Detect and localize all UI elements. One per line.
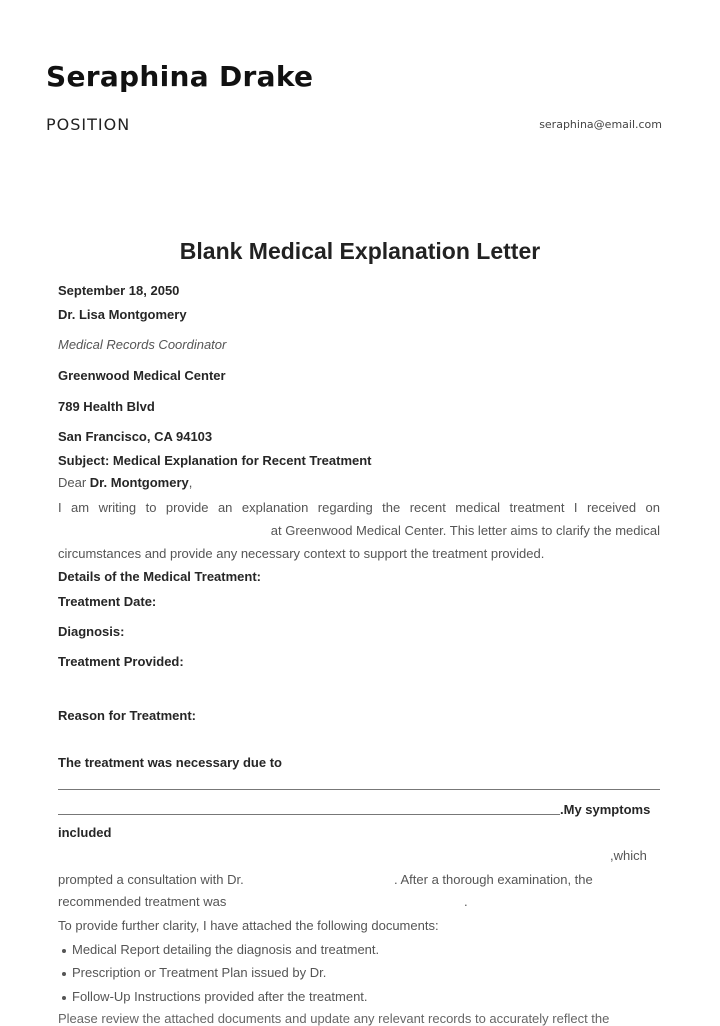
intro-line-3: circumstances and provide any necessary context to support the treatment provided. (58, 546, 545, 561)
which-text: ,which (610, 848, 647, 863)
treatment-date-label: Treatment Date: (58, 594, 157, 609)
letter-subject: Subject: Medical Explanation for Recent Treatment (58, 453, 372, 468)
intro-line-2: at Greenwood Medical Center. This letter aims to clarify the medical (270, 523, 660, 538)
address-line-1: 789 Health Blvd (58, 399, 155, 414)
salutation-prefix: Dear (58, 475, 90, 490)
bullet-icon (62, 949, 66, 953)
attachment-item: Medical Report detailing the diagnosis and treatment. (62, 942, 379, 957)
blank-line-1 (58, 789, 660, 790)
closing-paragraph: Please review the attached documents and update any relevant records to accurately reflect the (58, 1011, 610, 1026)
consult-prefix: prompted a consultation with Dr. (58, 872, 244, 887)
bullet-icon (62, 972, 66, 976)
intro-line-1: I am writing to provide an explanation regarding the recent medical treatment I received on (58, 500, 660, 515)
sender-name: Seraphina Drake (46, 60, 314, 93)
recipient-organization: Greenwood Medical Center (58, 368, 226, 383)
included-label: included (58, 825, 112, 840)
recommended-suffix: . (464, 894, 468, 909)
bullet-icon (62, 996, 66, 1000)
sender-email: seraphina@email.com (539, 118, 662, 131)
reason-label: Reason for Treatment: (58, 708, 196, 723)
attached-intro: To provide further clarity, I have attached the following documents: (58, 918, 439, 933)
salutation-name: Dr. Montgomery (89, 475, 189, 490)
recommended-prefix: recommended treatment was (58, 894, 227, 909)
diagnosis-label: Diagnosis: (58, 624, 125, 639)
letter-title: Blank Medical Explanation Letter (179, 238, 541, 264)
salutation-suffix: , (188, 475, 193, 490)
details-heading: Details of the Medical Treatment: (58, 569, 261, 584)
address-line-2: San Francisco, CA 94103 (58, 429, 213, 444)
sender-position: POSITION (46, 115, 131, 134)
recipient-name: Dr. Lisa Montgomery (58, 307, 187, 322)
consult-suffix: . After a thorough examination, the (394, 872, 593, 887)
symptoms-tail: .My symptoms (560, 802, 651, 817)
attachment-item: Prescription or Treatment Plan issued by Dr. (62, 965, 326, 980)
necessary-due-to: The treatment was necessary due to (58, 755, 282, 770)
blank-line-2 (58, 814, 560, 815)
letter-date: September 18, 2050 (58, 283, 180, 298)
treatment-provided-label: Treatment Provided: (58, 654, 184, 669)
attachment-item: Follow-Up Instructions provided after the treatment. (62, 989, 368, 1004)
salutation (58, 475, 192, 490)
recipient-title: Medical Records Coordinator (58, 337, 227, 352)
